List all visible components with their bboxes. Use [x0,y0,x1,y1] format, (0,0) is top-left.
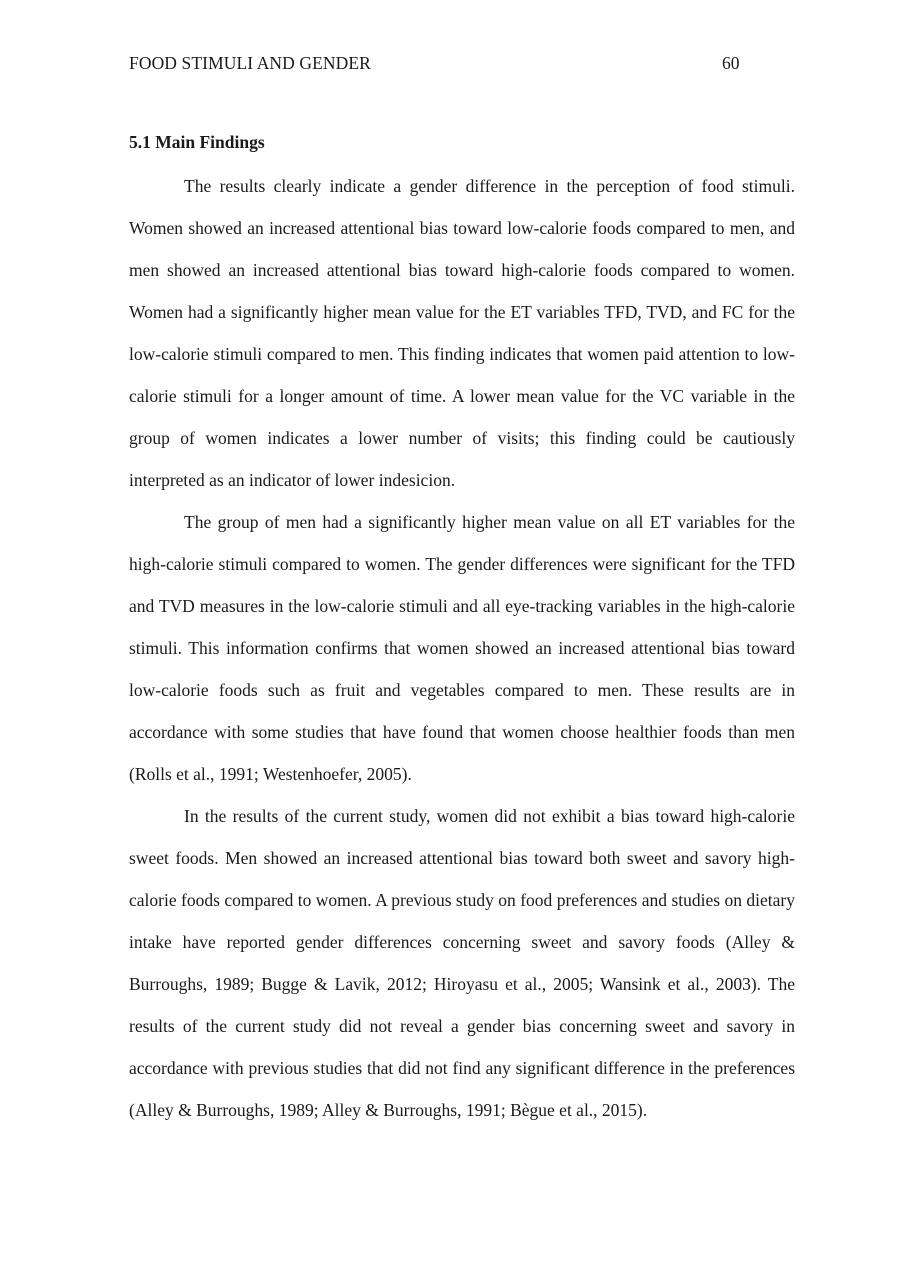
paragraph-main-findings-3: In the results of the current study, women did not exhibit a bias toward high-calorie sweet foods. Men showed an increased attentional bias toward both sweet and savory high-calorie foods compared to women. A previous study on food preferences and studies on dietary intake have reported gender differences concerning sweet and savory foods (Alley & Burroughs, 1989; Bugge & Lavik, 2012; Hiroyasu et al., 2005; Wansink et al., 2003). The results of the current study did not reveal a gender bias concerning sweet and savory in accordance with previous studies that did not find any significant difference in the preferences (Alley & Burroughs, 1989; Alley & Burroughs, 1991; Bègue et al., 2015). [129,806,795,1120]
body-text [129,165,795,1131]
section-heading: 5.1 Main Findings [129,132,265,152]
paragraph-main-findings-2: The group of men had a significantly higher mean value on all ET variables for the high-calorie stimuli compared to women. The gender differences were significant for the TFD and TVD measures in the low-calorie stimuli and all eye-tracking variables in the high-calorie stimuli. This information confirms that women showed an increased attentional bias toward low-calorie foods such as fruit and vegetables compared to men. These results are in accordance with some studies that have found that women choose healthier foods than men (Rolls et al., 1991; Westenhoefer, 2005). [129,512,795,784]
page-number: 60 [722,53,740,73]
paragraph-main-findings-1: The results clearly indicate a gender difference in the perception of food stimuli. Women showed an increased attentional bias toward low-calorie foods compared to men, and men showed an increased attentional bias toward high-calorie foods compared to women. Women had a significantly higher mean value for the ET variables TFD, TVD, and FC for the low-calorie stimuli compared to men. This finding indicates that women paid attention to low-calorie stimuli for a longer amount of time. A lower mean value for the VC variable in the group of women indicates a lower number of visits; this finding could be cautiously interpreted as an indicator of lower indesicion. [129,176,795,490]
running-head: FOOD STIMULI AND GENDER [129,53,371,73]
